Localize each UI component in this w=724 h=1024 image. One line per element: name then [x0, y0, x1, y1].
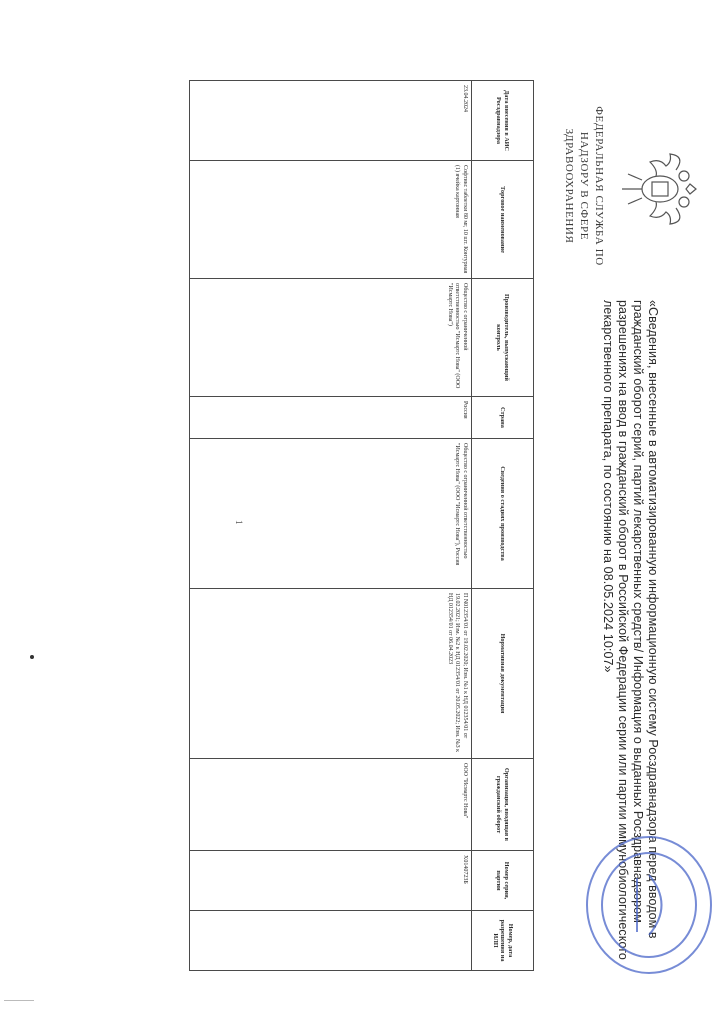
cell-date: 23.04.2024 [190, 81, 472, 161]
col-header-batch-number: Номер серии, партии [472, 851, 534, 911]
cell-manufacturer: Общество с ограниченной ответственностью "Исмартс Нова" (ООО "Исмартс Нова") [190, 279, 472, 397]
cell-country: Россия [190, 397, 472, 439]
col-header-organization: Организация, вводящая в гражданский оборот [472, 759, 534, 851]
document-caption: «Сведения, внесенные в автоматизированную информационную систему Росздравнадзора перед вводом в гражданский оборот серий, партий лекарственных средств/ Информация о выданных Росздравнадзором разрешениях на ввод в гражданский оборот в Российской Федерации серии или партии иммунобиологического лекарственного препарата, по состоянию на 08.05.2024 10:07» [601, 300, 660, 960]
col-header-date: Дата внесения в АИС Росздравнадзора [472, 81, 534, 161]
cell-permit [190, 911, 472, 971]
cell-production-stages: Общество с ограниченной ответственностью "Исмартс Нова" (ООО "Исмартс Нова"), Россия [190, 439, 472, 589]
registry-table [189, 80, 534, 971]
scan-edge-line [4, 1000, 34, 1001]
cell-organization: ООО "Исмартс Нова" [190, 759, 472, 851]
double-headed-eagle-emblem-icon [614, 150, 706, 228]
table-row [190, 81, 472, 971]
agency-name: ФЕДЕРАЛЬНАЯ СЛУЖБА ПО НАДЗОРУ В СФЕРЕ ЗДРАВООХРАНЕНИЯ [563, 106, 605, 266]
col-header-country: Страна [472, 397, 534, 439]
cell-normative-docs: П N012354/01 от 19.02.2020; Изм. №1 к НД 012354/01 от 19.02.2021; Изм. №2 к НД 012354/01 от 20.05.2022; Изм. №3 к НД 012354/01 от 06.04.2023 [190, 589, 472, 759]
page-marker: 1 [234, 520, 244, 525]
cell-trade-name: Софтикс таблетки 80 мг, 10 шт. Контурная (1) ячейка картонная [190, 161, 472, 279]
col-header-trade-name: Торговое наименование [472, 161, 534, 279]
col-header-production-stages: Сведения о стадиях производства [472, 439, 534, 589]
col-header-manufacturer: Производитель, выпускающий контроль [472, 279, 534, 397]
cell-batch-number: Х0140723Б [190, 851, 472, 911]
table-header-row [472, 81, 534, 971]
col-header-normative-docs: Нормативная документация [472, 589, 534, 759]
round-seal-stamp-icon [579, 830, 719, 980]
col-header-permit: Номер, дата разрешения на ИЛП [472, 911, 534, 971]
